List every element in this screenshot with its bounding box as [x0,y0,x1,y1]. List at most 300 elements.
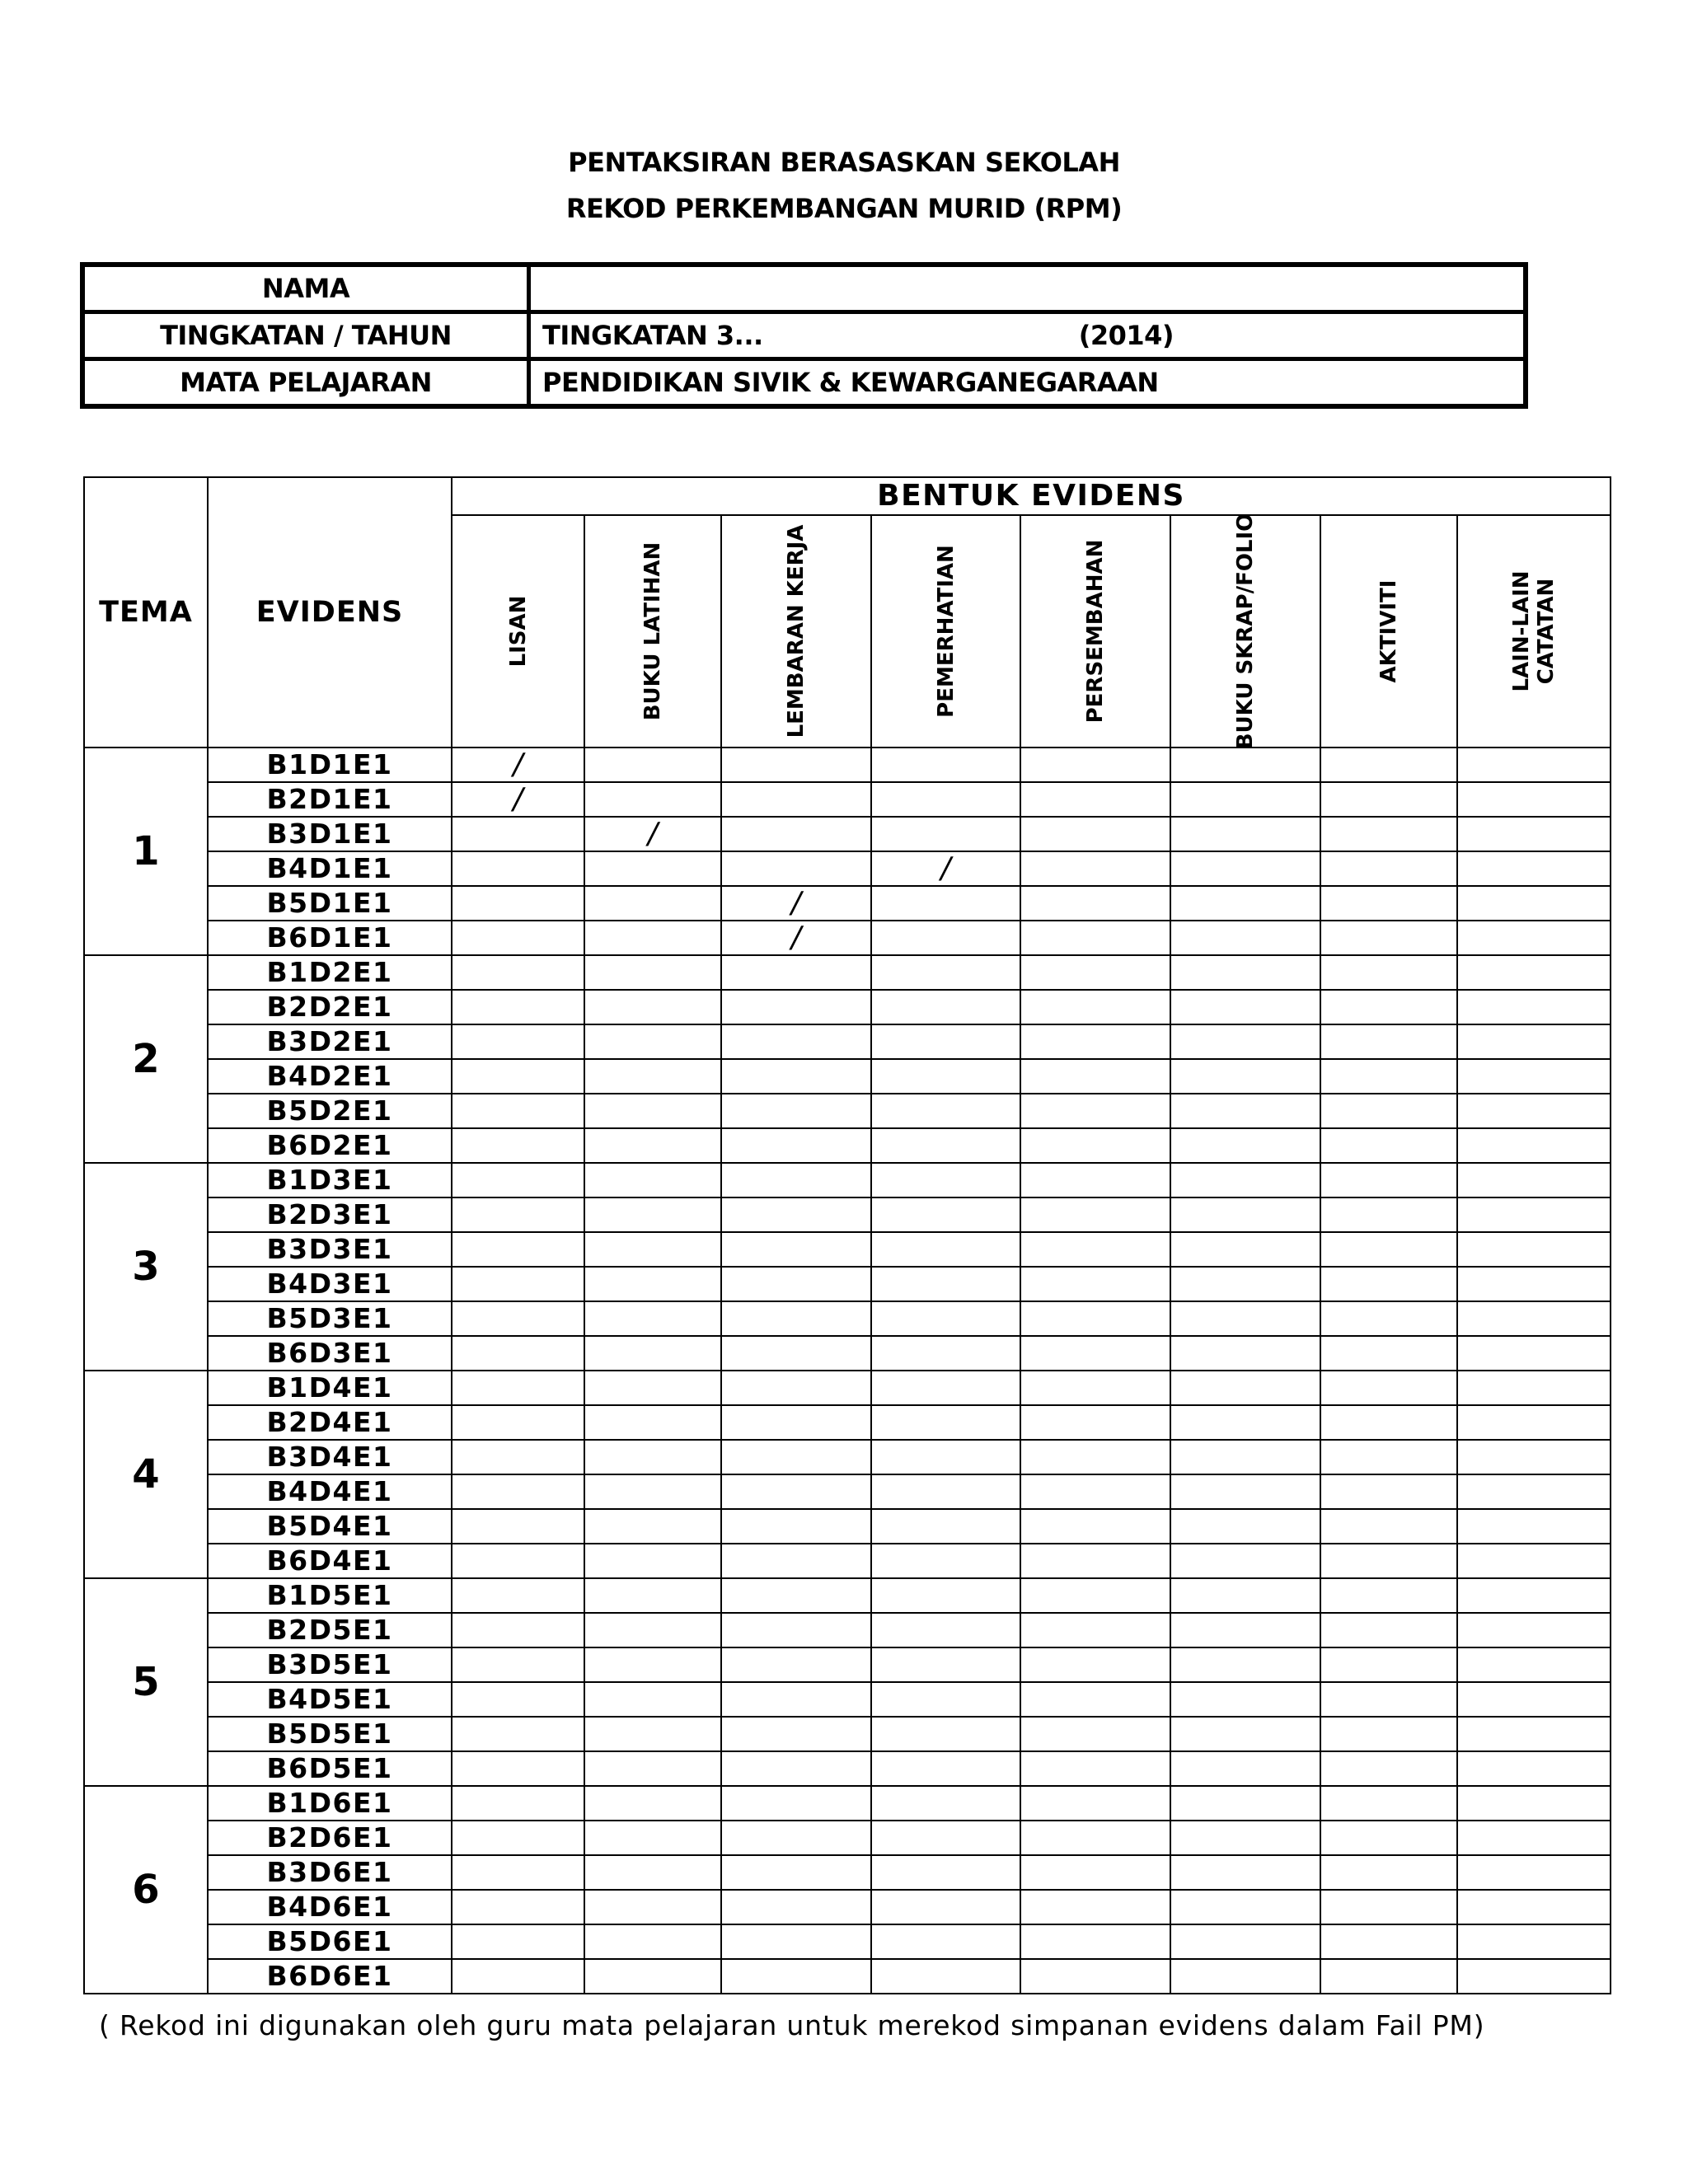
evidence-mark-cell[interactable] [584,782,721,817]
evidence-mark-cell[interactable] [584,1405,721,1440]
evidence-mark-cell[interactable] [584,1717,721,1751]
evidence-mark-cell[interactable] [721,1301,871,1336]
evidence-mark-cell[interactable] [584,955,721,990]
evidence-mark-cell[interactable] [452,1197,584,1232]
evidence-mark-cell[interactable] [871,1301,1020,1336]
evidence-mark-cell[interactable] [871,1232,1020,1267]
evidence-mark-cell[interactable] [1457,1959,1611,1994]
evidence-mark-cell[interactable] [452,851,584,886]
evidence-mark-cell[interactable] [1020,921,1170,955]
evidens-code: B4D4E1 [208,1474,452,1509]
evidence-mark-cell[interactable] [1020,1959,1170,1994]
evidence-mark-cell[interactable] [721,1544,871,1578]
evidence-mark-cell[interactable] [1170,1544,1320,1578]
evidence-mark-cell[interactable] [1170,1647,1320,1682]
evidence-mark-cell[interactable] [1320,886,1457,921]
evidence-mark-cell[interactable] [871,748,1020,782]
evidence-mark-cell[interactable] [452,1751,584,1786]
evidence-mark-cell[interactable] [1020,1821,1170,1855]
evidence-mark-cell[interactable] [1020,1371,1170,1405]
evidence-mark-cell[interactable] [584,1232,721,1267]
evidence-mark-cell[interactable] [1457,1751,1611,1786]
evidence-mark-cell[interactable] [1170,1197,1320,1232]
evidence-mark-cell[interactable]: / [452,782,584,817]
evidence-mark-cell[interactable] [1457,782,1611,817]
evidence-mark-cell[interactable] [721,782,871,817]
evidence-mark-cell[interactable] [1457,1336,1611,1371]
evidence-mark-cell[interactable] [1020,1232,1170,1267]
evidence-mark-cell[interactable] [452,1232,584,1267]
evidence-mark-cell[interactable] [1170,1959,1320,1994]
evidence-mark-cell[interactable] [1320,1751,1457,1786]
table-row [84,817,1611,851]
evidence-mark-cell[interactable] [871,1371,1020,1405]
evidence-mark-cell[interactable] [1457,1786,1611,1821]
evidence-mark-cell[interactable] [1170,1509,1320,1544]
evidence-mark-cell[interactable] [721,1924,871,1959]
evidence-mark-cell[interactable] [452,990,584,1024]
evidence-mark-cell[interactable] [452,1509,584,1544]
evidence-mark-cell[interactable]: / [871,851,1020,886]
evidence-mark-cell[interactable] [1170,955,1320,990]
evidence-mark-cell[interactable] [584,1509,721,1544]
evidence-mark-cell[interactable] [584,1751,721,1786]
tingkatan-cell[interactable] [529,312,1526,359]
nama-value[interactable] [529,265,1526,312]
evidence-mark-cell[interactable] [1320,1959,1457,1994]
evidence-mark-cell[interactable] [1320,1094,1457,1128]
evidence-mark-cell[interactable] [1457,1197,1611,1232]
evidence-mark-cell[interactable] [452,1371,584,1405]
evidence-mark-cell[interactable] [871,1094,1020,1128]
evidence-mark-cell[interactable] [584,1474,721,1509]
evidence-mark-cell[interactable] [1320,1717,1457,1751]
evidence-mark-cell[interactable] [1020,1647,1170,1682]
evidence-mark-cell[interactable] [871,1405,1020,1440]
evidence-mark-cell[interactable] [1020,1094,1170,1128]
evidence-mark-cell[interactable] [584,1301,721,1336]
evidence-mark-cell[interactable] [1020,1613,1170,1647]
evidence-mark-cell[interactable] [452,1959,584,1994]
evidence-mark-cell[interactable] [584,1682,721,1717]
evidence-mark-cell[interactable] [721,1855,871,1890]
evidence-mark-cell[interactable] [1320,1578,1457,1613]
evidence-mark-cell[interactable] [871,1682,1020,1717]
evidence-mark-cell[interactable] [1020,1855,1170,1890]
evidence-mark-cell[interactable] [1457,1128,1611,1163]
evidence-mark-cell[interactable] [1020,1751,1170,1786]
evidence-mark-cell[interactable] [584,1059,721,1094]
evidence-mark-cell[interactable] [1457,1059,1611,1094]
evidence-mark-cell[interactable] [871,1197,1020,1232]
evidence-mark-cell[interactable] [1020,1440,1170,1474]
evidence-mark-cell[interactable] [1020,1474,1170,1509]
mata-pelajaran-value[interactable]: PENDIDIKAN SIVIK & KEWARGANEGARAAN [529,359,1526,406]
tema-number: 2 [84,955,208,1163]
evidence-mark-cell[interactable] [452,1924,584,1959]
evidence-mark-cell[interactable] [452,1474,584,1509]
evidence-mark-cell[interactable] [871,886,1020,921]
evidence-mark-cell[interactable] [1170,1613,1320,1647]
evidence-mark-cell[interactable] [452,1059,584,1094]
evidence-mark-cell[interactable] [721,1405,871,1440]
evidence-mark-cell[interactable] [871,1786,1020,1821]
evidence-mark-cell[interactable] [1320,955,1457,990]
footnote: ( Rekod ini digunakan oleh guru mata pelajaran untuk merekod simpanan evidens dalam Fail PM) [99,2009,1485,2041]
evidence-mark-cell[interactable] [871,1821,1020,1855]
evidence-mark-cell[interactable] [721,1024,871,1059]
evidence-mark-cell[interactable] [452,1682,584,1717]
evidence-mark-cell[interactable] [871,1855,1020,1890]
evidence-mark-cell[interactable] [1320,1613,1457,1647]
evidence-mark-cell[interactable] [721,1717,871,1751]
evidence-mark-cell[interactable] [871,1509,1020,1544]
evidence-mark-cell[interactable] [584,1959,721,1994]
evidence-mark-cell[interactable] [721,990,871,1024]
evidence-mark-cell[interactable] [871,1578,1020,1613]
evidence-mark-cell[interactable] [1457,921,1611,955]
evidence-mark-cell[interactable] [452,1613,584,1647]
evidence-mark-cell[interactable] [1457,1924,1611,1959]
evidence-mark-cell[interactable] [1170,1267,1320,1301]
evidence-mark-cell[interactable] [1170,1682,1320,1717]
evidence-mark-cell[interactable] [721,1821,871,1855]
evidence-mark-cell[interactable] [452,1336,584,1371]
evidence-mark-cell[interactable]: / [721,886,871,921]
evidence-mark-cell[interactable] [1170,886,1320,921]
evidence-mark-cell[interactable] [871,955,1020,990]
evidence-mark-cell[interactable] [1170,1024,1320,1059]
evidence-mark-cell[interactable] [1457,1474,1611,1509]
evidence-mark-cell[interactable] [1320,748,1457,782]
evidence-mark-cell[interactable] [1320,1267,1457,1301]
evidence-mark-cell[interactable] [584,886,721,921]
evidence-mark-cell[interactable] [721,1267,871,1301]
evidence-mark-cell[interactable] [871,1128,1020,1163]
evidence-mark-cell[interactable]: / [452,748,584,782]
evidence-mark-cell[interactable] [1320,921,1457,955]
evidence-mark-cell[interactable] [1020,851,1170,886]
evidence-mark-cell[interactable] [1320,817,1457,851]
evidence-mark-cell[interactable] [1170,1578,1320,1613]
evidence-mark-cell[interactable] [1320,1371,1457,1405]
evidence-mark-cell[interactable] [584,1094,721,1128]
evidence-mark-cell[interactable] [584,1613,721,1647]
evidence-mark-cell[interactable] [1020,1059,1170,1094]
evidence-mark-cell[interactable] [871,817,1020,851]
evidence-mark-cell[interactable] [452,1821,584,1855]
evidence-mark-cell[interactable] [1170,1474,1320,1509]
evidence-mark-cell[interactable] [452,1544,584,1578]
evidence-mark-cell[interactable] [584,1647,721,1682]
evidence-mark-cell[interactable] [1170,1751,1320,1786]
evidence-mark-cell[interactable] [1457,1613,1611,1647]
evidence-mark-cell[interactable] [1170,817,1320,851]
evidence-mark-cell[interactable] [721,1440,871,1474]
evidence-mark-cell[interactable] [584,921,721,955]
evidence-mark-cell[interactable] [721,1474,871,1509]
evidence-mark-cell[interactable] [584,1890,721,1924]
evidence-mark-cell[interactable] [1170,1405,1320,1440]
evidence-mark-cell[interactable] [1320,1924,1457,1959]
evidence-mark-cell[interactable] [721,1647,871,1682]
evidence-mark-cell[interactable] [452,1786,584,1821]
evidence-mark-cell[interactable] [721,1197,871,1232]
evidence-mark-cell[interactable] [1320,1786,1457,1821]
evidence-mark-cell[interactable] [871,1959,1020,1994]
evidence-mark-cell[interactable] [1457,1890,1611,1924]
table-row [84,1855,1611,1890]
evidence-mark-cell[interactable] [452,1440,584,1474]
evidence-mark-cell[interactable] [1020,782,1170,817]
evidence-mark-cell[interactable] [871,921,1020,955]
evidence-rows [84,748,1611,1994]
evidence-mark-cell[interactable] [1457,955,1611,990]
evidence-mark-cell[interactable] [1020,1197,1170,1232]
evidence-mark-cell[interactable] [721,1682,871,1717]
evidence-mark-cell[interactable] [452,1578,584,1613]
evidence-mark-cell[interactable] [1020,1786,1170,1821]
evidence-mark-cell[interactable] [1170,782,1320,817]
evidence-mark-cell[interactable] [1170,1059,1320,1094]
evidence-mark-cell[interactable] [1020,1544,1170,1578]
evidence-mark-cell[interactable] [584,1821,721,1855]
evidence-mark-cell[interactable] [1320,1509,1457,1544]
evidence-mark-cell[interactable] [452,1094,584,1128]
evidence-mark-cell[interactable] [1170,1440,1320,1474]
evidence-mark-cell[interactable] [1170,1855,1320,1890]
evidence-mark-cell[interactable] [452,886,584,921]
evidence-mark-cell[interactable] [452,1301,584,1336]
evidence-mark-cell[interactable] [1170,1301,1320,1336]
evidence-mark-cell[interactable] [1320,1440,1457,1474]
evidence-mark-cell[interactable] [1020,1509,1170,1544]
evidence-mark-cell[interactable] [1457,1509,1611,1544]
evidence-mark-cell[interactable] [1170,851,1320,886]
evidence-mark-cell[interactable] [1020,1578,1170,1613]
evidence-mark-cell[interactable] [721,1959,871,1994]
evidence-mark-cell[interactable] [721,1163,871,1197]
evidence-mark-cell[interactable] [721,1336,871,1371]
evidence-mark-cell[interactable] [1320,1474,1457,1509]
evidence-mark-cell[interactable] [1457,1024,1611,1059]
evidence-mark-cell[interactable] [721,1751,871,1786]
evidence-mark-cell[interactable] [1020,1024,1170,1059]
evidence-mark-cell[interactable] [1170,1821,1320,1855]
evidence-mark-cell[interactable] [1457,1267,1611,1301]
evidence-mark-cell[interactable] [584,748,721,782]
evidence-mark-cell[interactable] [1020,1301,1170,1336]
evidence-mark-cell[interactable] [1170,1924,1320,1959]
evidence-mark-cell[interactable] [1320,1647,1457,1682]
evidence-mark-cell[interactable] [1170,921,1320,955]
evidence-mark-cell[interactable] [584,1440,721,1474]
evidence-mark-cell[interactable] [584,1163,721,1197]
evidence-mark-cell[interactable] [1020,1924,1170,1959]
evidence-mark-cell[interactable] [452,1267,584,1301]
evidence-mark-cell[interactable] [1170,1786,1320,1821]
evidence-mark-cell[interactable] [452,921,584,955]
evidence-mark-cell[interactable] [871,990,1020,1024]
evidence-mark-cell[interactable] [584,1336,721,1371]
evidence-mark-cell[interactable] [452,1163,584,1197]
evidence-mark-cell[interactable]: / [721,921,871,955]
evidence-mark-cell[interactable] [1020,990,1170,1024]
evidence-mark-cell[interactable] [1457,851,1611,886]
evidence-mark-cell[interactable] [721,955,871,990]
evidence-mark-cell[interactable] [871,1717,1020,1751]
evidence-mark-cell[interactable] [1320,1821,1457,1855]
evidence-mark-cell[interactable] [871,1890,1020,1924]
evidence-mark-cell[interactable] [1457,1405,1611,1440]
evidence-mark-cell[interactable] [584,1197,721,1232]
evidence-mark-cell[interactable] [1170,1128,1320,1163]
evidence-mark-cell[interactable] [1320,1405,1457,1440]
evidence-mark-cell[interactable] [721,1094,871,1128]
evidence-mark-cell[interactable] [584,1544,721,1578]
evidence-mark-cell[interactable] [871,782,1020,817]
evidence-mark-cell[interactable] [1457,990,1611,1024]
evidence-mark-cell[interactable] [1170,1717,1320,1751]
evidence-mark-cell[interactable] [452,1024,584,1059]
evidence-mark-cell[interactable] [1320,1855,1457,1890]
evidence-mark-cell[interactable] [1020,1717,1170,1751]
evidence-mark-cell[interactable] [871,1267,1020,1301]
evidence-mark-cell[interactable] [871,1751,1020,1786]
evidence-mark-cell[interactable] [1020,1682,1170,1717]
evidence-mark-cell[interactable] [871,1647,1020,1682]
evidence-mark-cell[interactable] [1170,1163,1320,1197]
evidence-mark-cell[interactable] [721,1509,871,1544]
evidence-mark-cell[interactable] [1320,1301,1457,1336]
evidence-mark-cell[interactable] [1020,955,1170,990]
evidence-mark-cell[interactable] [1457,1163,1611,1197]
evidence-mark-cell[interactable] [871,1336,1020,1371]
evidence-mark-cell[interactable] [1457,1440,1611,1474]
evidence-mark-cell[interactable] [1320,1197,1457,1232]
evidence-mark-cell[interactable] [721,1578,871,1613]
evidence-mark-cell[interactable] [1457,748,1611,782]
evidence-mark-cell[interactable] [1457,1717,1611,1751]
evidence-mark-cell[interactable] [1457,1232,1611,1267]
evidence-mark-cell[interactable] [871,1024,1020,1059]
evidence-mark-cell[interactable] [452,1405,584,1440]
evidence-mark-cell[interactable] [1020,1267,1170,1301]
evidence-mark-cell[interactable] [1320,1024,1457,1059]
evidence-mark-cell[interactable] [871,1544,1020,1578]
evidence-mark-cell[interactable] [721,851,871,886]
evidence-mark-cell[interactable] [871,1059,1020,1094]
evidence-mark-cell[interactable] [1320,1336,1457,1371]
evidence-mark-cell[interactable] [1320,782,1457,817]
evidence-mark-cell[interactable] [1320,1890,1457,1924]
evidence-mark-cell[interactable] [584,851,721,886]
evidence-mark-cell[interactable] [1320,990,1457,1024]
evidence-mark-cell[interactable] [1320,1163,1457,1197]
evidence-mark-cell[interactable] [1457,1301,1611,1336]
evidence-mark-cell[interactable] [1170,1094,1320,1128]
evidence-mark-cell[interactable] [584,1786,721,1821]
evidence-mark-cell[interactable] [1170,748,1320,782]
evidence-mark-cell[interactable] [584,1024,721,1059]
evidence-mark-cell[interactable] [1320,1232,1457,1267]
evidence-mark-cell[interactable] [871,1163,1020,1197]
evidence-mark-cell[interactable] [1170,1232,1320,1267]
evidence-mark-cell[interactable] [721,748,871,782]
evidence-mark-cell[interactable] [1170,1371,1320,1405]
evidence-mark-cell[interactable] [1020,817,1170,851]
evidence-mark-cell[interactable] [721,1128,871,1163]
evidence-mark-cell[interactable] [1457,886,1611,921]
evidence-mark-cell[interactable] [1457,1682,1611,1717]
evidence-mark-cell[interactable] [1457,817,1611,851]
evidence-mark-cell[interactable] [871,1474,1020,1509]
evidence-mark-cell[interactable] [452,817,584,851]
evidence-mark-cell[interactable] [721,817,871,851]
evidence-mark-cell[interactable] [871,1613,1020,1647]
evidence-mark-cell[interactable] [584,1924,721,1959]
evidens-code: B2D3E1 [208,1197,452,1232]
evidence-mark-cell[interactable] [584,990,721,1024]
evidence-mark-cell[interactable] [1457,1544,1611,1578]
evidence-mark-cell[interactable] [1170,990,1320,1024]
evidence-mark-cell[interactable] [1020,748,1170,782]
evidence-mark-cell[interactable] [452,1890,584,1924]
evidence-mark-cell[interactable] [721,1059,871,1094]
evidence-mark-cell[interactable] [721,1890,871,1924]
evidence-mark-cell[interactable] [1457,1855,1611,1890]
evidence-mark-cell[interactable] [584,1371,721,1405]
evidence-mark-cell[interactable] [1457,1371,1611,1405]
evidence-mark-cell[interactable] [1020,1336,1170,1371]
evidence-mark-cell[interactable] [721,1371,871,1405]
evidence-mark-cell[interactable] [1320,1128,1457,1163]
evidence-mark-cell[interactable] [721,1613,871,1647]
evidence-mark-cell[interactable] [452,955,584,990]
evidence-mark-cell[interactable] [1170,1890,1320,1924]
evidence-mark-cell[interactable] [1320,851,1457,886]
evidence-mark-cell[interactable] [1170,1336,1320,1371]
mata-pelajaran-label: MATA PELAJARAN [82,359,529,406]
column-header-label: PERSEMBAHAN [1083,539,1108,724]
evidence-mark-cell[interactable] [1457,1578,1611,1613]
evidence-mark-cell[interactable] [584,1128,721,1163]
evidence-mark-cell[interactable] [1457,1094,1611,1128]
evidence-mark-cell[interactable] [584,1267,721,1301]
evidence-mark-cell[interactable] [584,1855,721,1890]
evidence-mark-cell[interactable] [1457,1821,1611,1855]
evidence-mark-cell[interactable] [452,1855,584,1890]
evidence-mark-cell[interactable] [452,1717,584,1751]
evidence-mark-cell[interactable] [871,1924,1020,1959]
evidence-mark-cell[interactable] [584,1578,721,1613]
evidence-mark-cell[interactable] [1020,1405,1170,1440]
evidence-mark-cell[interactable] [721,1232,871,1267]
evidence-mark-cell[interactable] [452,1128,584,1163]
evidence-mark-cell[interactable] [871,1440,1020,1474]
evidence-mark-cell[interactable] [452,1647,584,1682]
evidence-mark-cell[interactable] [1020,1890,1170,1924]
evidence-mark-cell[interactable] [1320,1544,1457,1578]
evidence-mark-cell[interactable] [1020,886,1170,921]
evidence-mark-cell[interactable] [1320,1682,1457,1717]
evidence-mark-cell[interactable] [1320,1059,1457,1094]
evidence-mark-cell[interactable]: / [584,817,721,851]
evidence-mark-cell[interactable] [1457,1647,1611,1682]
evidence-mark-cell[interactable] [1020,1163,1170,1197]
evidence-mark-cell[interactable] [1020,1128,1170,1163]
evidence-mark-cell[interactable] [721,1786,871,1821]
